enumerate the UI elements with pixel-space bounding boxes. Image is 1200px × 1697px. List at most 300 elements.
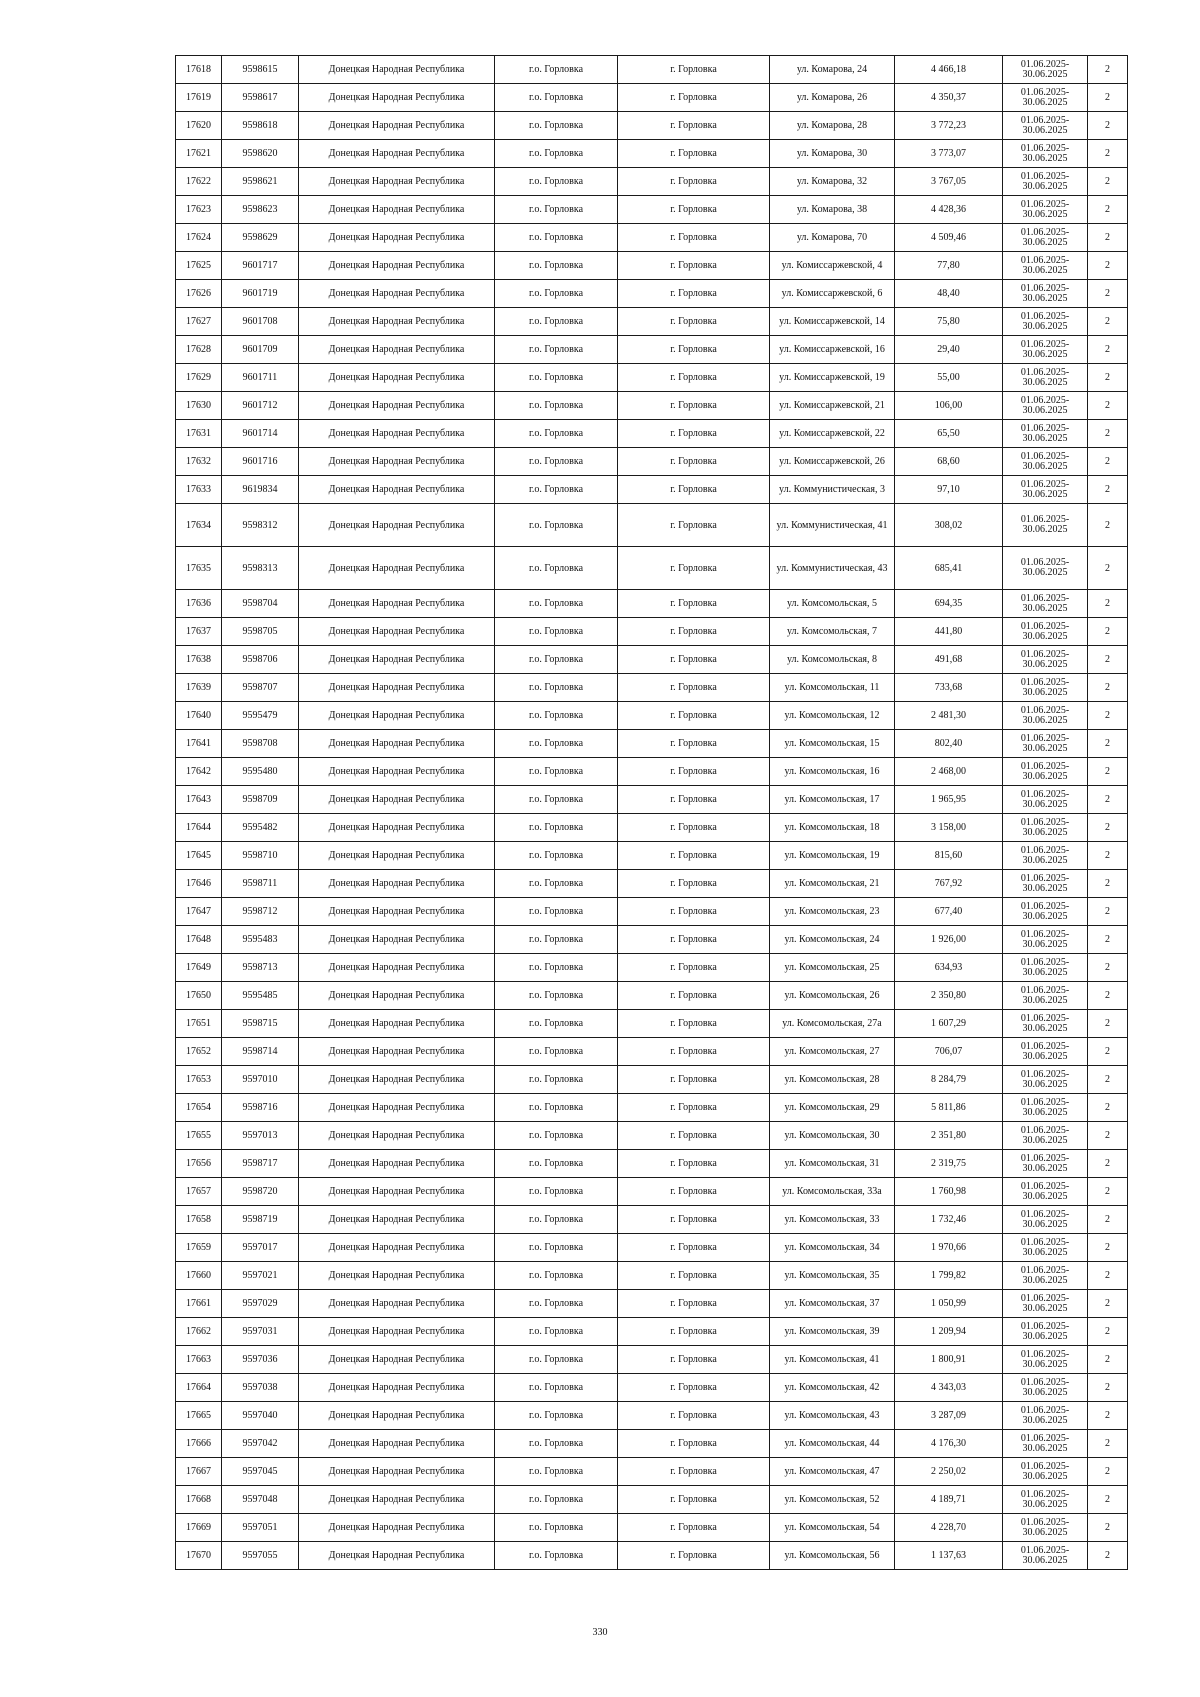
cell-address: ул. Комиссаржевской, 19	[770, 364, 895, 392]
cell-municipality: г.о. Горловка	[495, 112, 618, 140]
cell-region: Донецкая Народная Республика	[299, 954, 495, 982]
cell-address: ул. Комсомольская, 8	[770, 646, 895, 674]
cell-area: 1 965,95	[895, 786, 1003, 814]
cell-municipality: г.о. Горловка	[495, 1234, 618, 1262]
cell-code: 9601716	[222, 448, 299, 476]
cell-period: 01.06.2025-30.06.2025	[1003, 954, 1088, 982]
cell-period: 01.06.2025-30.06.2025	[1003, 56, 1088, 84]
cell-no: 17633	[176, 476, 222, 504]
cell-code: 9597040	[222, 1402, 299, 1430]
cell-code: 9597038	[222, 1374, 299, 1402]
table-row	[176, 898, 1128, 926]
cell-municipality: г.о. Горловка	[495, 618, 618, 646]
cell-code: 9598715	[222, 1010, 299, 1038]
cell-value: 2	[1088, 196, 1128, 224]
cell-region: Донецкая Народная Республика	[299, 1318, 495, 1346]
cell-municipality: г.о. Горловка	[495, 1262, 618, 1290]
cell-period: 01.06.2025-30.06.2025	[1003, 476, 1088, 504]
cell-code: 9598313	[222, 547, 299, 590]
cell-address: ул. Комсомольская, 26	[770, 982, 895, 1010]
cell-city: г. Горловка	[618, 1178, 770, 1206]
cell-city: г. Горловка	[618, 870, 770, 898]
cell-region: Донецкая Народная Республика	[299, 702, 495, 730]
cell-value: 2	[1088, 1402, 1128, 1430]
cell-period: 01.06.2025-30.06.2025	[1003, 140, 1088, 168]
cell-region: Донецкая Народная Республика	[299, 392, 495, 420]
cell-address: ул. Комарова, 70	[770, 224, 895, 252]
cell-code: 9598712	[222, 898, 299, 926]
cell-value: 2	[1088, 1122, 1128, 1150]
cell-code: 9595479	[222, 702, 299, 730]
cell-period: 01.06.2025-30.06.2025	[1003, 168, 1088, 196]
cell-municipality: г.о. Горловка	[495, 1290, 618, 1318]
cell-no: 17622	[176, 168, 222, 196]
cell-region: Донецкая Народная Республика	[299, 168, 495, 196]
cell-area: 1 732,46	[895, 1206, 1003, 1234]
cell-code: 9601711	[222, 364, 299, 392]
cell-period: 01.06.2025-30.06.2025	[1003, 224, 1088, 252]
table-row	[176, 842, 1128, 870]
cell-area: 2 319,75	[895, 1150, 1003, 1178]
cell-value: 2	[1088, 1178, 1128, 1206]
cell-region: Донецкая Народная Республика	[299, 140, 495, 168]
cell-address: ул. Коммунистическая, 3	[770, 476, 895, 504]
cell-area: 1 926,00	[895, 926, 1003, 954]
cell-area: 4 350,37	[895, 84, 1003, 112]
cell-value: 2	[1088, 618, 1128, 646]
cell-code: 9597021	[222, 1262, 299, 1290]
table-row	[176, 1486, 1128, 1514]
cell-value: 2	[1088, 590, 1128, 618]
table-row	[176, 870, 1128, 898]
cell-municipality: г.о. Горловка	[495, 730, 618, 758]
cell-no: 17669	[176, 1514, 222, 1542]
cell-period: 01.06.2025-30.06.2025	[1003, 448, 1088, 476]
cell-period: 01.06.2025-30.06.2025	[1003, 702, 1088, 730]
cell-area: 815,60	[895, 842, 1003, 870]
cell-area: 1 970,66	[895, 1234, 1003, 1262]
cell-value: 2	[1088, 364, 1128, 392]
cell-city: г. Горловка	[618, 112, 770, 140]
cell-address: ул. Комсомольская, 31	[770, 1150, 895, 1178]
cell-address: ул. Комиссаржевской, 16	[770, 336, 895, 364]
cell-region: Донецкая Народная Республика	[299, 1234, 495, 1262]
cell-code: 9598717	[222, 1150, 299, 1178]
cell-region: Донецкая Народная Республика	[299, 786, 495, 814]
cell-region: Донецкая Народная Республика	[299, 1178, 495, 1206]
cell-municipality: г.о. Горловка	[495, 1486, 618, 1514]
cell-area: 29,40	[895, 336, 1003, 364]
cell-code: 9597048	[222, 1486, 299, 1514]
table-row	[176, 504, 1128, 547]
cell-city: г. Горловка	[618, 1486, 770, 1514]
cell-no: 17619	[176, 84, 222, 112]
cell-municipality: г.о. Горловка	[495, 504, 618, 547]
cell-period: 01.06.2025-30.06.2025	[1003, 1346, 1088, 1374]
cell-no: 17637	[176, 618, 222, 646]
cell-no: 17660	[176, 1262, 222, 1290]
cell-value: 2	[1088, 926, 1128, 954]
cell-no: 17618	[176, 56, 222, 84]
cell-no: 17662	[176, 1318, 222, 1346]
cell-period: 01.06.2025-30.06.2025	[1003, 786, 1088, 814]
cell-area: 3 287,09	[895, 1402, 1003, 1430]
cell-code: 9595482	[222, 814, 299, 842]
cell-municipality: г.о. Горловка	[495, 842, 618, 870]
cell-address: ул. Комарова, 24	[770, 56, 895, 84]
table-row	[176, 646, 1128, 674]
cell-no: 17645	[176, 842, 222, 870]
cell-no: 17629	[176, 364, 222, 392]
cell-municipality: г.о. Горловка	[495, 814, 618, 842]
cell-address: ул. Комиссаржевской, 14	[770, 308, 895, 336]
cell-area: 77,80	[895, 252, 1003, 280]
table-row	[176, 730, 1128, 758]
cell-code: 9597029	[222, 1290, 299, 1318]
cell-code: 9597036	[222, 1346, 299, 1374]
cell-period: 01.06.2025-30.06.2025	[1003, 926, 1088, 954]
cell-value: 2	[1088, 280, 1128, 308]
cell-value: 2	[1088, 336, 1128, 364]
cell-region: Донецкая Народная Республика	[299, 196, 495, 224]
cell-value: 2	[1088, 1206, 1128, 1234]
cell-city: г. Горловка	[618, 308, 770, 336]
cell-address: ул. Комиссаржевской, 6	[770, 280, 895, 308]
cell-no: 17642	[176, 758, 222, 786]
cell-city: г. Горловка	[618, 1122, 770, 1150]
cell-value: 2	[1088, 112, 1128, 140]
cell-area: 4 343,03	[895, 1374, 1003, 1402]
cell-code: 9598618	[222, 112, 299, 140]
cell-municipality: г.о. Горловка	[495, 926, 618, 954]
cell-city: г. Горловка	[618, 547, 770, 590]
cell-code: 9598720	[222, 1178, 299, 1206]
cell-municipality: г.о. Горловка	[495, 758, 618, 786]
table-row	[176, 364, 1128, 392]
cell-no: 17639	[176, 674, 222, 702]
cell-city: г. Горловка	[618, 224, 770, 252]
cell-area: 106,00	[895, 392, 1003, 420]
cell-municipality: г.о. Горловка	[495, 1542, 618, 1570]
cell-city: г. Горловка	[618, 982, 770, 1010]
cell-area: 677,40	[895, 898, 1003, 926]
cell-address: ул. Комсомольская, 41	[770, 1346, 895, 1374]
cell-city: г. Горловка	[618, 448, 770, 476]
cell-code: 9598617	[222, 84, 299, 112]
cell-value: 2	[1088, 898, 1128, 926]
cell-value: 2	[1088, 392, 1128, 420]
table-row	[176, 1430, 1128, 1458]
cell-code: 9598621	[222, 168, 299, 196]
cell-city: г. Горловка	[618, 476, 770, 504]
cell-area: 2 250,02	[895, 1458, 1003, 1486]
cell-period: 01.06.2025-30.06.2025	[1003, 814, 1088, 842]
cell-value: 2	[1088, 646, 1128, 674]
table-row	[176, 547, 1128, 590]
cell-city: г. Горловка	[618, 646, 770, 674]
cell-municipality: г.о. Горловка	[495, 1346, 618, 1374]
cell-period: 01.06.2025-30.06.2025	[1003, 1038, 1088, 1066]
cell-code: 9601709	[222, 336, 299, 364]
cell-value: 2	[1088, 1290, 1128, 1318]
cell-no: 17635	[176, 547, 222, 590]
cell-municipality: г.о. Горловка	[495, 547, 618, 590]
cell-no: 17654	[176, 1094, 222, 1122]
table-row	[176, 1178, 1128, 1206]
cell-value: 2	[1088, 1346, 1128, 1374]
cell-address: ул. Комиссаржевской, 26	[770, 448, 895, 476]
cell-municipality: г.о. Горловка	[495, 982, 618, 1010]
cell-area: 685,41	[895, 547, 1003, 590]
table-row	[176, 1542, 1128, 1570]
cell-period: 01.06.2025-30.06.2025	[1003, 1262, 1088, 1290]
cell-region: Донецкая Народная Республика	[299, 336, 495, 364]
cell-region: Донецкая Народная Республика	[299, 84, 495, 112]
cell-code: 9598716	[222, 1094, 299, 1122]
cell-value: 2	[1088, 1430, 1128, 1458]
cell-municipality: г.о. Горловка	[495, 1066, 618, 1094]
cell-value: 2	[1088, 476, 1128, 504]
cell-no: 17665	[176, 1402, 222, 1430]
cell-code: 9598312	[222, 504, 299, 547]
table-row	[176, 982, 1128, 1010]
cell-period: 01.06.2025-30.06.2025	[1003, 1430, 1088, 1458]
cell-region: Донецкая Народная Республика	[299, 870, 495, 898]
cell-no: 17638	[176, 646, 222, 674]
cell-period: 01.06.2025-30.06.2025	[1003, 982, 1088, 1010]
cell-area: 2 351,80	[895, 1122, 1003, 1150]
cell-no: 17630	[176, 392, 222, 420]
cell-city: г. Горловка	[618, 1234, 770, 1262]
cell-area: 3 158,00	[895, 814, 1003, 842]
cell-municipality: г.о. Горловка	[495, 702, 618, 730]
table-row	[176, 954, 1128, 982]
cell-city: г. Горловка	[618, 1290, 770, 1318]
cell-area: 491,68	[895, 646, 1003, 674]
cell-code: 9597055	[222, 1542, 299, 1570]
cell-region: Донецкая Народная Республика	[299, 252, 495, 280]
cell-value: 2	[1088, 168, 1128, 196]
cell-value: 2	[1088, 504, 1128, 547]
cell-address: ул. Комиссаржевской, 21	[770, 392, 895, 420]
table-row	[176, 1010, 1128, 1038]
table-row	[176, 1514, 1128, 1542]
table-row	[176, 1346, 1128, 1374]
cell-address: ул. Коммунистическая, 41	[770, 504, 895, 547]
cell-city: г. Горловка	[618, 1010, 770, 1038]
cell-region: Донецкая Народная Республика	[299, 982, 495, 1010]
buildings-table	[175, 55, 1128, 1570]
cell-municipality: г.о. Горловка	[495, 168, 618, 196]
cell-municipality: г.о. Горловка	[495, 448, 618, 476]
table-row	[176, 308, 1128, 336]
cell-no: 17650	[176, 982, 222, 1010]
cell-city: г. Горловка	[618, 618, 770, 646]
cell-value: 2	[1088, 870, 1128, 898]
cell-period: 01.06.2025-30.06.2025	[1003, 196, 1088, 224]
cell-no: 17655	[176, 1122, 222, 1150]
table-row	[176, 112, 1128, 140]
cell-municipality: г.о. Горловка	[495, 392, 618, 420]
cell-code: 9595483	[222, 926, 299, 954]
cell-area: 4 466,18	[895, 56, 1003, 84]
cell-value: 2	[1088, 982, 1128, 1010]
cell-code: 9601717	[222, 252, 299, 280]
cell-period: 01.06.2025-30.06.2025	[1003, 1290, 1088, 1318]
cell-address: ул. Комарова, 28	[770, 112, 895, 140]
cell-area: 1 760,98	[895, 1178, 1003, 1206]
document-sheet	[175, 55, 1127, 1570]
table-row	[176, 448, 1128, 476]
cell-address: ул. Комсомольская, 27	[770, 1038, 895, 1066]
cell-address: ул. Комсомольская, 35	[770, 1262, 895, 1290]
cell-city: г. Горловка	[618, 1262, 770, 1290]
page-number: 330	[592, 1627, 608, 1638]
cell-municipality: г.о. Горловка	[495, 476, 618, 504]
cell-area: 55,00	[895, 364, 1003, 392]
cell-area: 4 509,46	[895, 224, 1003, 252]
cell-city: г. Горловка	[618, 842, 770, 870]
cell-no: 17640	[176, 702, 222, 730]
cell-city: г. Горловка	[618, 252, 770, 280]
cell-period: 01.06.2025-30.06.2025	[1003, 1066, 1088, 1094]
cell-period: 01.06.2025-30.06.2025	[1003, 758, 1088, 786]
cell-address: ул. Комсомольская, 7	[770, 618, 895, 646]
cell-no: 17651	[176, 1010, 222, 1038]
cell-value: 2	[1088, 758, 1128, 786]
cell-municipality: г.о. Горловка	[495, 224, 618, 252]
cell-address: ул. Комарова, 30	[770, 140, 895, 168]
cell-address: ул. Комсомольская, 37	[770, 1290, 895, 1318]
cell-period: 01.06.2025-30.06.2025	[1003, 646, 1088, 674]
cell-area: 1 607,29	[895, 1010, 1003, 1038]
table-row	[176, 786, 1128, 814]
cell-area: 706,07	[895, 1038, 1003, 1066]
cell-city: г. Горловка	[618, 1038, 770, 1066]
cell-region: Донецкая Народная Республика	[299, 1150, 495, 1178]
cell-municipality: г.о. Горловка	[495, 364, 618, 392]
cell-no: 17646	[176, 870, 222, 898]
cell-address: ул. Комарова, 26	[770, 84, 895, 112]
table-row	[176, 1290, 1128, 1318]
table-body	[176, 56, 1128, 1570]
cell-region: Донецкая Народная Республика	[299, 618, 495, 646]
table-row	[176, 1262, 1128, 1290]
cell-value: 2	[1088, 1262, 1128, 1290]
cell-value: 2	[1088, 786, 1128, 814]
cell-code: 9597013	[222, 1122, 299, 1150]
table-row	[176, 224, 1128, 252]
cell-city: г. Горловка	[618, 1542, 770, 1570]
cell-no: 17627	[176, 308, 222, 336]
cell-address: ул. Комарова, 32	[770, 168, 895, 196]
cell-code: 9595480	[222, 758, 299, 786]
table-row	[176, 168, 1128, 196]
cell-area: 48,40	[895, 280, 1003, 308]
cell-region: Донецкая Народная Республика	[299, 1374, 495, 1402]
cell-area: 1 800,91	[895, 1346, 1003, 1374]
cell-address: ул. Комиссаржевской, 22	[770, 420, 895, 448]
cell-address: ул. Комсомольская, 42	[770, 1374, 895, 1402]
cell-no: 17658	[176, 1206, 222, 1234]
cell-area: 4 228,70	[895, 1514, 1003, 1542]
cell-area: 3 767,05	[895, 168, 1003, 196]
table-row	[176, 1374, 1128, 1402]
cell-region: Донецкая Народная Республика	[299, 814, 495, 842]
cell-municipality: г.о. Горловка	[495, 420, 618, 448]
cell-address: ул. Комсомольская, 16	[770, 758, 895, 786]
table-row	[176, 280, 1128, 308]
cell-no: 17663	[176, 1346, 222, 1374]
cell-region: Донецкая Народная Республика	[299, 674, 495, 702]
cell-city: г. Горловка	[618, 1430, 770, 1458]
cell-address: ул. Комсомольская, 30	[770, 1122, 895, 1150]
cell-area: 97,10	[895, 476, 1003, 504]
cell-value: 2	[1088, 420, 1128, 448]
cell-no: 17656	[176, 1150, 222, 1178]
cell-period: 01.06.2025-30.06.2025	[1003, 1122, 1088, 1150]
table-row	[176, 1318, 1128, 1346]
table-row	[176, 590, 1128, 618]
cell-no: 17641	[176, 730, 222, 758]
cell-code: 9598711	[222, 870, 299, 898]
cell-code: 9597031	[222, 1318, 299, 1346]
cell-value: 2	[1088, 814, 1128, 842]
cell-value: 2	[1088, 140, 1128, 168]
cell-period: 01.06.2025-30.06.2025	[1003, 252, 1088, 280]
cell-region: Донецкая Народная Республика	[299, 224, 495, 252]
cell-municipality: г.о. Горловка	[495, 870, 618, 898]
cell-region: Донецкая Народная Республика	[299, 448, 495, 476]
cell-no: 17664	[176, 1374, 222, 1402]
table-row	[176, 252, 1128, 280]
cell-period: 01.06.2025-30.06.2025	[1003, 1458, 1088, 1486]
cell-code: 9597051	[222, 1514, 299, 1542]
cell-city: г. Горловка	[618, 336, 770, 364]
cell-area: 1 799,82	[895, 1262, 1003, 1290]
cell-value: 2	[1088, 1318, 1128, 1346]
cell-area: 68,60	[895, 448, 1003, 476]
cell-city: г. Горловка	[618, 140, 770, 168]
cell-code: 9598709	[222, 786, 299, 814]
cell-code: 9597017	[222, 1234, 299, 1262]
cell-region: Донецкая Народная Республика	[299, 646, 495, 674]
cell-period: 01.06.2025-30.06.2025	[1003, 870, 1088, 898]
cell-code: 9601708	[222, 308, 299, 336]
cell-area: 802,40	[895, 730, 1003, 758]
cell-region: Донецкая Народная Республика	[299, 1038, 495, 1066]
cell-period: 01.06.2025-30.06.2025	[1003, 1010, 1088, 1038]
cell-period: 01.06.2025-30.06.2025	[1003, 1542, 1088, 1570]
cell-region: Донецкая Народная Республика	[299, 1122, 495, 1150]
cell-code: 9597045	[222, 1458, 299, 1486]
cell-period: 01.06.2025-30.06.2025	[1003, 1094, 1088, 1122]
cell-code: 9598629	[222, 224, 299, 252]
cell-address: ул. Комсомольская, 12	[770, 702, 895, 730]
cell-region: Донецкая Народная Республика	[299, 420, 495, 448]
cell-city: г. Горловка	[618, 84, 770, 112]
table-row	[176, 1066, 1128, 1094]
cell-area: 2 350,80	[895, 982, 1003, 1010]
cell-value: 2	[1088, 1150, 1128, 1178]
table-row	[176, 140, 1128, 168]
cell-period: 01.06.2025-30.06.2025	[1003, 308, 1088, 336]
cell-no: 17624	[176, 224, 222, 252]
cell-value: 2	[1088, 84, 1128, 112]
cell-city: г. Горловка	[618, 168, 770, 196]
cell-address: ул. Комсомольская, 15	[770, 730, 895, 758]
cell-area: 2 468,00	[895, 758, 1003, 786]
